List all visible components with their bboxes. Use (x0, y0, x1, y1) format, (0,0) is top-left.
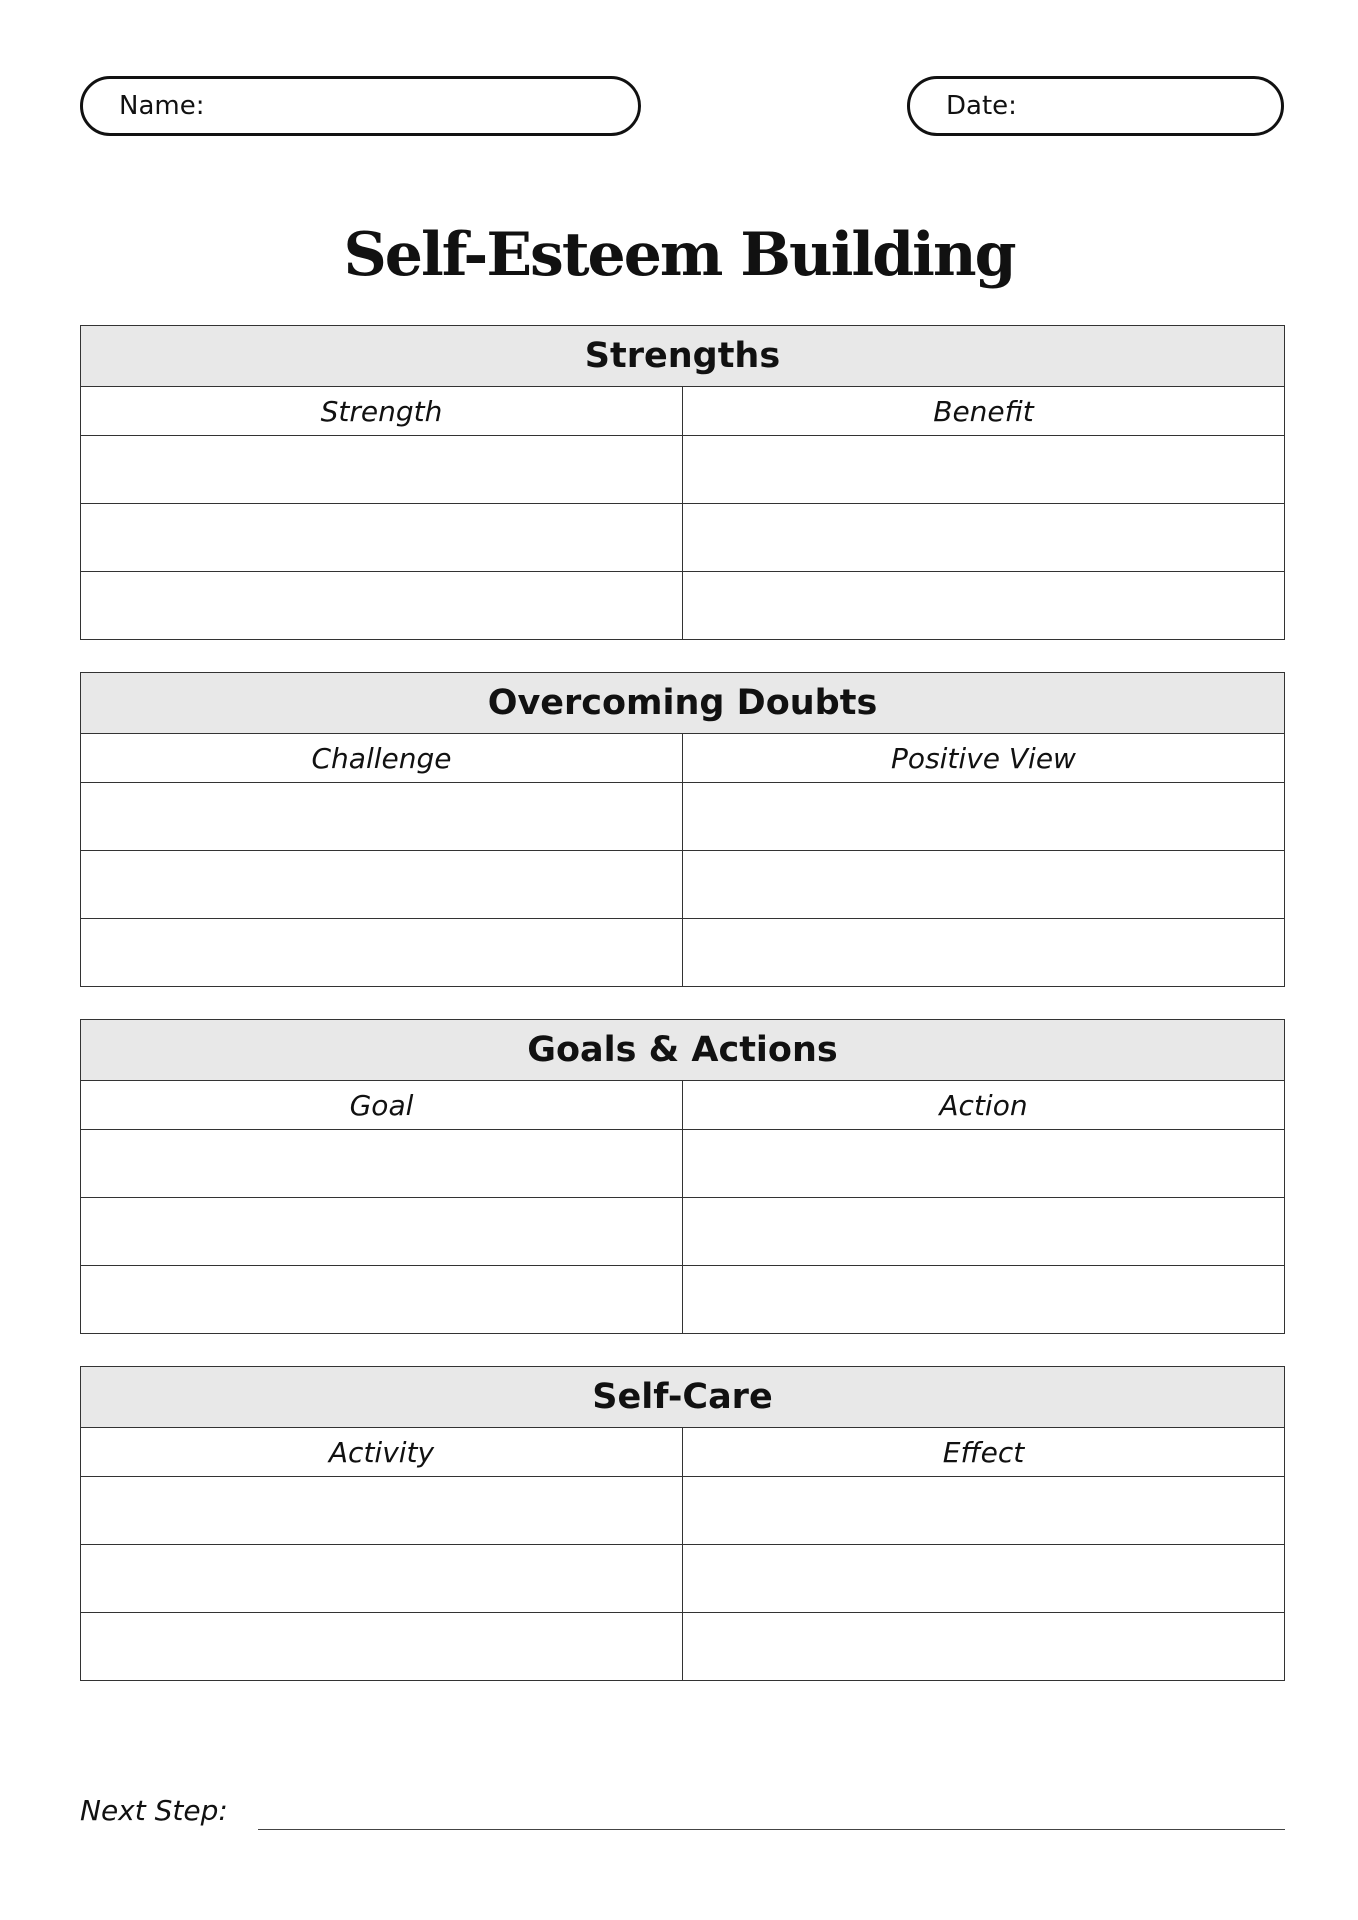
table-row (81, 1130, 1285, 1198)
next-step-field (80, 1788, 1285, 1832)
table-cell-input[interactable] (683, 1130, 1284, 1197)
next-step-input[interactable] (258, 1791, 1285, 1830)
table-cell-input[interactable] (683, 504, 1284, 571)
section-goals-actions (80, 1019, 1285, 1334)
page-title: Self-Esteem Building (343, 220, 1015, 290)
date-label: Date: (946, 91, 1017, 121)
table-row (81, 1266, 1285, 1334)
table-cell-input[interactable] (81, 436, 682, 503)
column-header: Benefit (683, 387, 1285, 436)
table-row (81, 1613, 1285, 1681)
column-header: Positive View (683, 734, 1285, 783)
table-cell-input[interactable] (683, 783, 1284, 850)
table-cell-input[interactable] (683, 851, 1284, 918)
table-cell-input[interactable] (81, 1545, 682, 1612)
table-cell-input[interactable] (81, 783, 682, 850)
section-title: Goals & Actions (81, 1020, 1285, 1081)
column-header: Effect (683, 1428, 1285, 1477)
table-cell-input[interactable] (81, 572, 682, 639)
table-cell-input[interactable] (683, 572, 1284, 639)
column-header: Goal (81, 1081, 683, 1130)
name-input[interactable] (216, 85, 608, 127)
table-cell-input[interactable] (81, 851, 682, 918)
table-cell-input[interactable] (81, 1130, 682, 1197)
name-field (80, 76, 641, 136)
name-label: Name: (119, 91, 205, 121)
next-step-label: Next Step: (80, 1793, 228, 1827)
table-cell-input[interactable] (683, 1198, 1284, 1265)
table-row (81, 572, 1285, 640)
section-overcoming-doubts (80, 672, 1285, 987)
table-row (81, 1545, 1285, 1613)
table-cell-input[interactable] (81, 504, 682, 571)
table-row (81, 1477, 1285, 1545)
table-cell-input[interactable] (81, 1266, 682, 1333)
column-header: Activity (81, 1428, 683, 1477)
section-title: Overcoming Doubts (81, 673, 1285, 734)
table-cell-input[interactable] (81, 1613, 682, 1680)
table-cell-input[interactable] (81, 1477, 682, 1544)
table-cell-input[interactable] (81, 919, 682, 986)
section-strengths (80, 325, 1285, 640)
table-cell-input[interactable] (683, 1266, 1284, 1333)
table-row (81, 436, 1285, 504)
column-header: Challenge (81, 734, 683, 783)
date-field (907, 76, 1284, 136)
table-cell-input[interactable] (683, 1545, 1284, 1612)
table-row (81, 783, 1285, 851)
column-header: Strength (81, 387, 683, 436)
table-cell-input[interactable] (683, 1613, 1284, 1680)
date-input[interactable] (1029, 85, 1333, 127)
section-title: Strengths (81, 326, 1285, 387)
table-row (81, 1198, 1285, 1266)
table-cell-input[interactable] (683, 1477, 1284, 1544)
table-cell-input[interactable] (683, 919, 1284, 986)
table-row (81, 504, 1285, 572)
table-row (81, 851, 1285, 919)
table-cell-input[interactable] (81, 1198, 682, 1265)
table-row (81, 919, 1285, 987)
section-title: Self-Care (81, 1367, 1285, 1428)
section-self-care (80, 1366, 1285, 1681)
table-cell-input[interactable] (683, 436, 1284, 503)
column-header: Action (683, 1081, 1285, 1130)
